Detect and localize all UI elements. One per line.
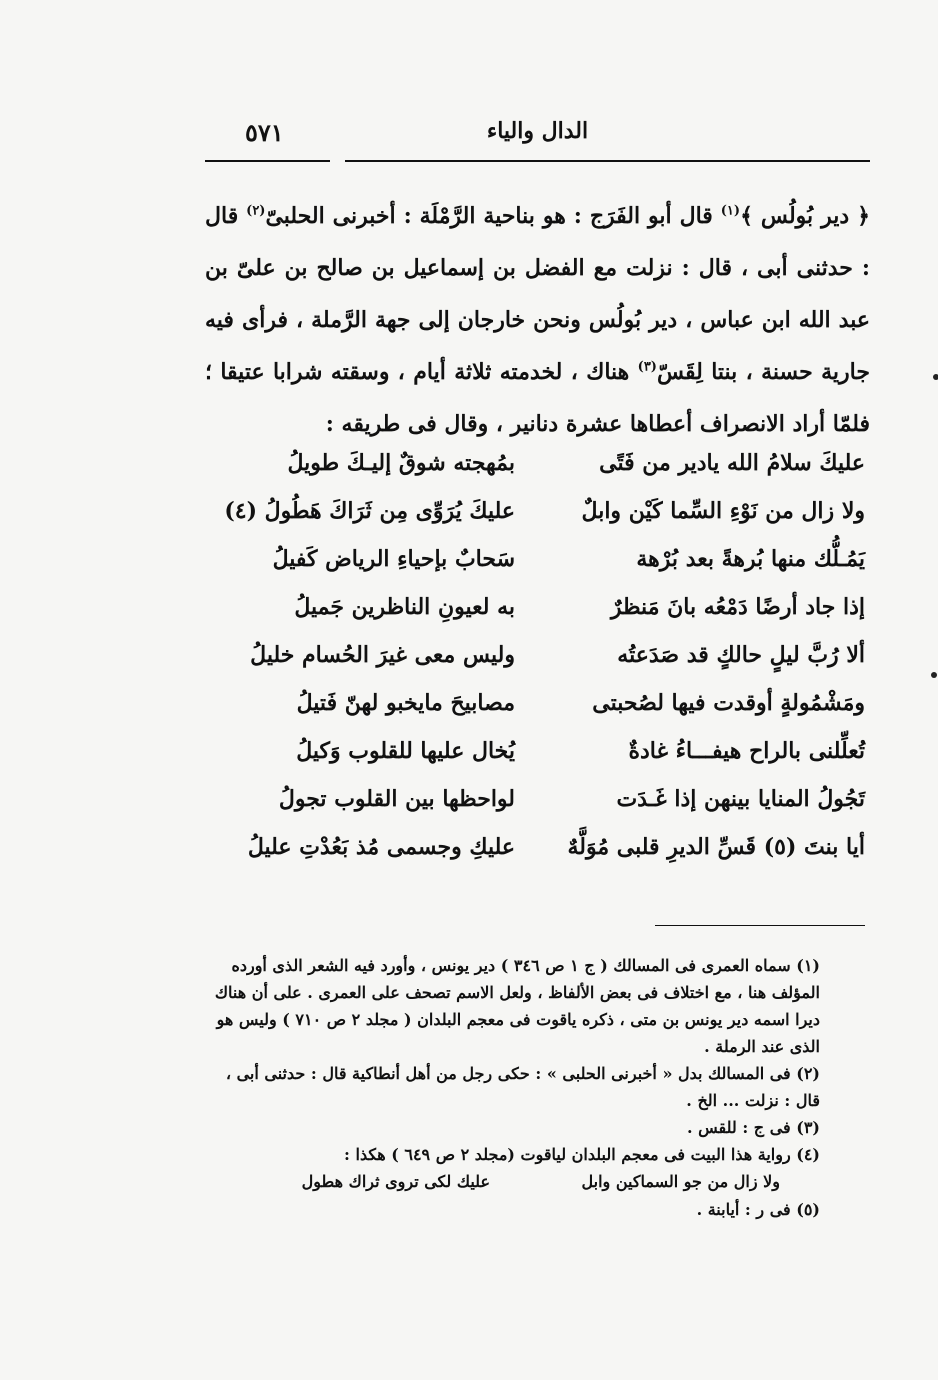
prose-line-1: قال أبو الفَرَج : هو بناحية الرَّمْلَة : أخبرنى الحلبىّ (265, 203, 721, 229)
poem-verse (215, 690, 865, 738)
poem-verse (215, 450, 865, 498)
verse-second-hemistich: عليكِ وجسمى مُذ بَعُدْتِ عليلُ (247, 834, 515, 860)
verse-first-hemistich: إذا جاد أرضًا دَمْعُه بانَ مَنظرٌ (610, 594, 865, 620)
footnote-ref-2: (٢) (246, 203, 266, 219)
footnote-4-verse (210, 1168, 820, 1196)
header-rule-right (345, 160, 870, 162)
verse-first-hemistich: ألا رُبَّ ليلٍ حالكٍ قد صَدَعتُه (617, 642, 865, 668)
verse-second-hemistich: به لعيونِ الناظرين جَميلُ (294, 594, 515, 620)
verse-first-hemistich: تُعلِّلنى بالراح هيفـــاءُ غادةٌ (628, 738, 865, 764)
prose-line-3: هناك ، لخدمته ثلاثة أيام ، وسقته شرابا عتيقا ؛ فلمّا أراد الانصراف أعطاها عشرة دنانير ، وقال فى طريقه : (205, 359, 870, 437)
poem-verse (215, 834, 865, 882)
verse-first-hemistich: تَجُولُ المنايا بينهن إذا غَـدَت (616, 786, 865, 812)
footnote-4: (٤) رواية هذا البيت فى معجم البلدان لياقوت (مجلد ٢ ص ٦٤٩ ) هكذا : (344, 1145, 820, 1164)
footnote-ref-1: (١) (720, 203, 741, 219)
entry-title: ﴿ دير بُولُس ﴾ (740, 203, 870, 229)
poem-verse (215, 498, 865, 546)
prose-line-2: قال : حدثنى أبى ، قال : نزلت مع الفضل بن إسماعيل بن صالح بن علىّ بن عبد الله ابن عباس ، دير بُولُس ونحن خارجان إلى جهة الرَّملة ، فرأى فيه جارية حسنة ، بنتا لِقَسّ (205, 203, 870, 385)
verse-first-hemistich: ومَشْمُولةٍ أوقدت فيها لصُحبتى (592, 690, 865, 716)
poem (215, 450, 865, 882)
poem-verse (215, 786, 865, 834)
footnote-rule (655, 925, 865, 926)
verse-first-hemistich: عليكَ سلامُ الله يادير من فَتًى (599, 450, 865, 476)
verse-first-hemistich: ولا زال من نَوْءِ السِّما كَيْن وابلٌ (581, 498, 865, 524)
verse-first-hemistich: يَمُـلُّك منها بُرهةً بعد بُرْهة (636, 546, 865, 572)
footnote-verse-first-hemistich: ولا زال من جو السماكين وابل (581, 1172, 780, 1191)
scan-mark (933, 374, 938, 380)
footnote-3: (٣) فى ج : للقس . (686, 1118, 820, 1137)
verse-second-hemistich: سَحابٌ بإحياءِ الرياض كَفيلُ (272, 546, 515, 572)
poem-verse (215, 642, 865, 690)
verse-second-hemistich: يُخال عليها للقلوب وَكيلُ (296, 738, 515, 764)
verse-second-hemistich: وليس معى غيرَ الحُسام خليلُ (250, 642, 515, 668)
scan-mark (931, 672, 937, 678)
header-rule-left (205, 160, 330, 162)
running-title: الدال والياء (486, 118, 589, 144)
prose-paragraph (205, 190, 870, 450)
verse-second-hemistich: لواحظها بين القلوب تجولُ (278, 786, 515, 812)
footnotes (210, 952, 820, 1223)
verse-first-hemistich: أيا بنتَ (٥) قَسِّ الديرِ قلبى مُوَلَّهٌ (567, 834, 865, 860)
poem-verse (215, 594, 865, 642)
footnote-verse-second-hemistich: عليك لكى تروى ثراك هطول (301, 1172, 490, 1191)
poem-verse (215, 738, 865, 786)
page-number: ٥٧١ (245, 118, 284, 147)
footnote-2: (٢) فى المسالك بدل « أخبرنى الحلبى » : حكى رجل من أهل أنطاكية قال : حدثنى أبى ، قال : نزلت ... الخ . (225, 1064, 820, 1110)
verse-second-hemistich: بمُهجته شوقٌ إليـكَ طويلُ (287, 450, 515, 476)
page-header (205, 118, 870, 158)
footnote-ref-3: (٣) (637, 359, 657, 375)
footnote-5: (٥) فى ر : أيابنة . (696, 1200, 820, 1219)
verse-second-hemistich: عليكَ يُرَوِّى مِن ثَرَاكَ هَطُولُ (٤) (224, 498, 515, 524)
verse-second-hemistich: مصابيحَ مايخبو لهنّ فَتيلُ (296, 690, 515, 716)
poem-verse (215, 546, 865, 594)
footnote-1: (١) سماه العمرى فى المسالك ( ج ١ ص ٣٤٦ ) دير يونس ، وأورد فيه الشعر الذى أورده المؤلف هنا ، مع اختلاف فى بعض الألفاظ ، ولعل الاسم تصحف على العمرى . على أن هناك ديرا اسمه دير يونس بن متى ، ذكره ياقوت فى معجم البلدان ( مجلد ٢ ص ٧١٠ ) وليس هو الذى عند الرملة . (214, 956, 820, 1056)
